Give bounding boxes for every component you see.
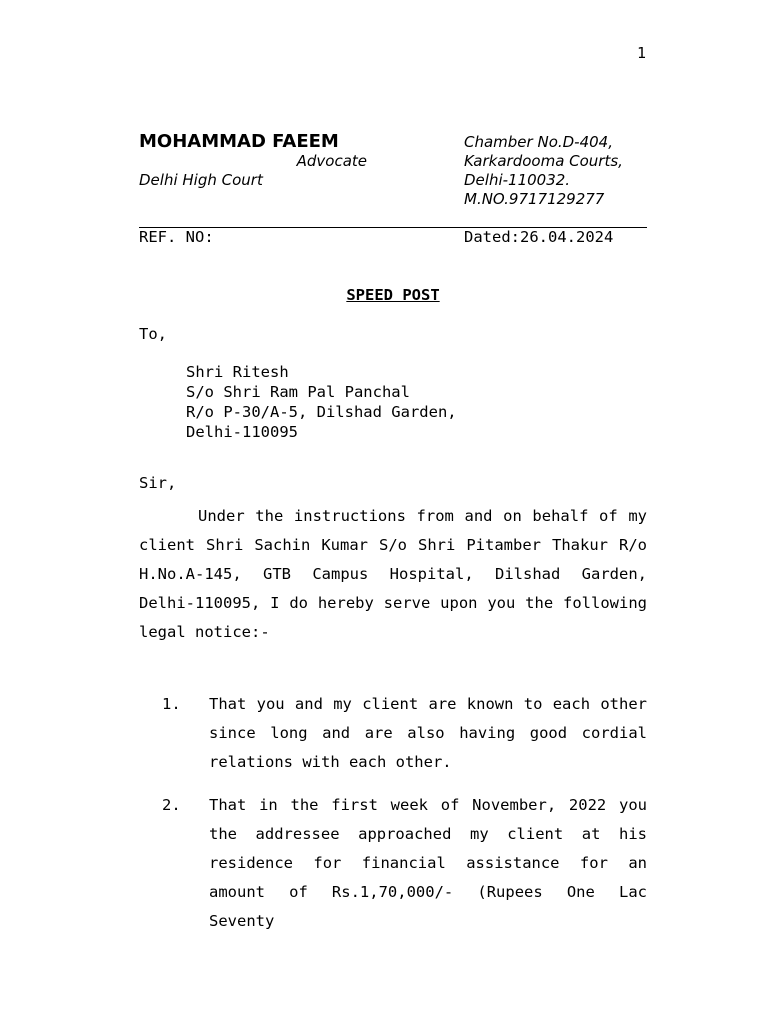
letterhead (139, 131, 647, 211)
advocate-title: Advocate (296, 152, 367, 170)
chamber-line: Karkardooma Courts, (464, 152, 623, 170)
ref-no: REF. NO: (139, 228, 214, 246)
addressee-name: Shri Ritesh (186, 363, 289, 381)
mobile-number: M.NO.9717129277 (464, 190, 605, 208)
notice-point (139, 791, 647, 936)
court-name: Delhi High Court (139, 171, 263, 189)
chamber-line: Chamber No.D-404, (464, 133, 613, 151)
salutation-to: To, (139, 325, 167, 343)
addressee-parentage: S/o Shri Ram Pal Panchal (186, 383, 410, 401)
chamber-line: Delhi-110032. (464, 171, 571, 189)
point-number: 2. (162, 796, 181, 814)
notice-point (139, 690, 647, 777)
advocate-name: MOHAMMAD FAEEM (139, 131, 339, 152)
point-text: That in the first week of November, 2022 you the addressee approached my client at his residence for financial assistance for an amount of Rs.1,70,000/- (Rupees One Lac Seventy (209, 796, 647, 930)
addressee-block (186, 362, 457, 442)
point-text: That you and my client are known to each other since long and are also having good cordial relations with each other. (209, 695, 647, 771)
addressee-residence: R/o P-30/A-5, Dilshad Garden, (186, 403, 457, 421)
notice-points (139, 690, 647, 950)
salutation-sir: Sir, (139, 474, 177, 492)
letter-date: Dated:26.04.2024 (464, 228, 614, 246)
chamber-address (464, 133, 623, 209)
page-number: 1 (636, 44, 646, 62)
dispatch-heading: SPEED POST (346, 286, 440, 304)
opening-paragraph: Under the instructions from and on behalf of my client Shri Sachin Kumar S/o Shri Pitamber Thakur R/o H.No.A-145, GTB Campus Hospital, Dilshad Garden, Delhi-110095, I do hereby serve upon you the following legal notice:- (139, 507, 647, 641)
addressee-city: Delhi-110095 (186, 423, 298, 441)
point-number: 1. (162, 695, 181, 713)
